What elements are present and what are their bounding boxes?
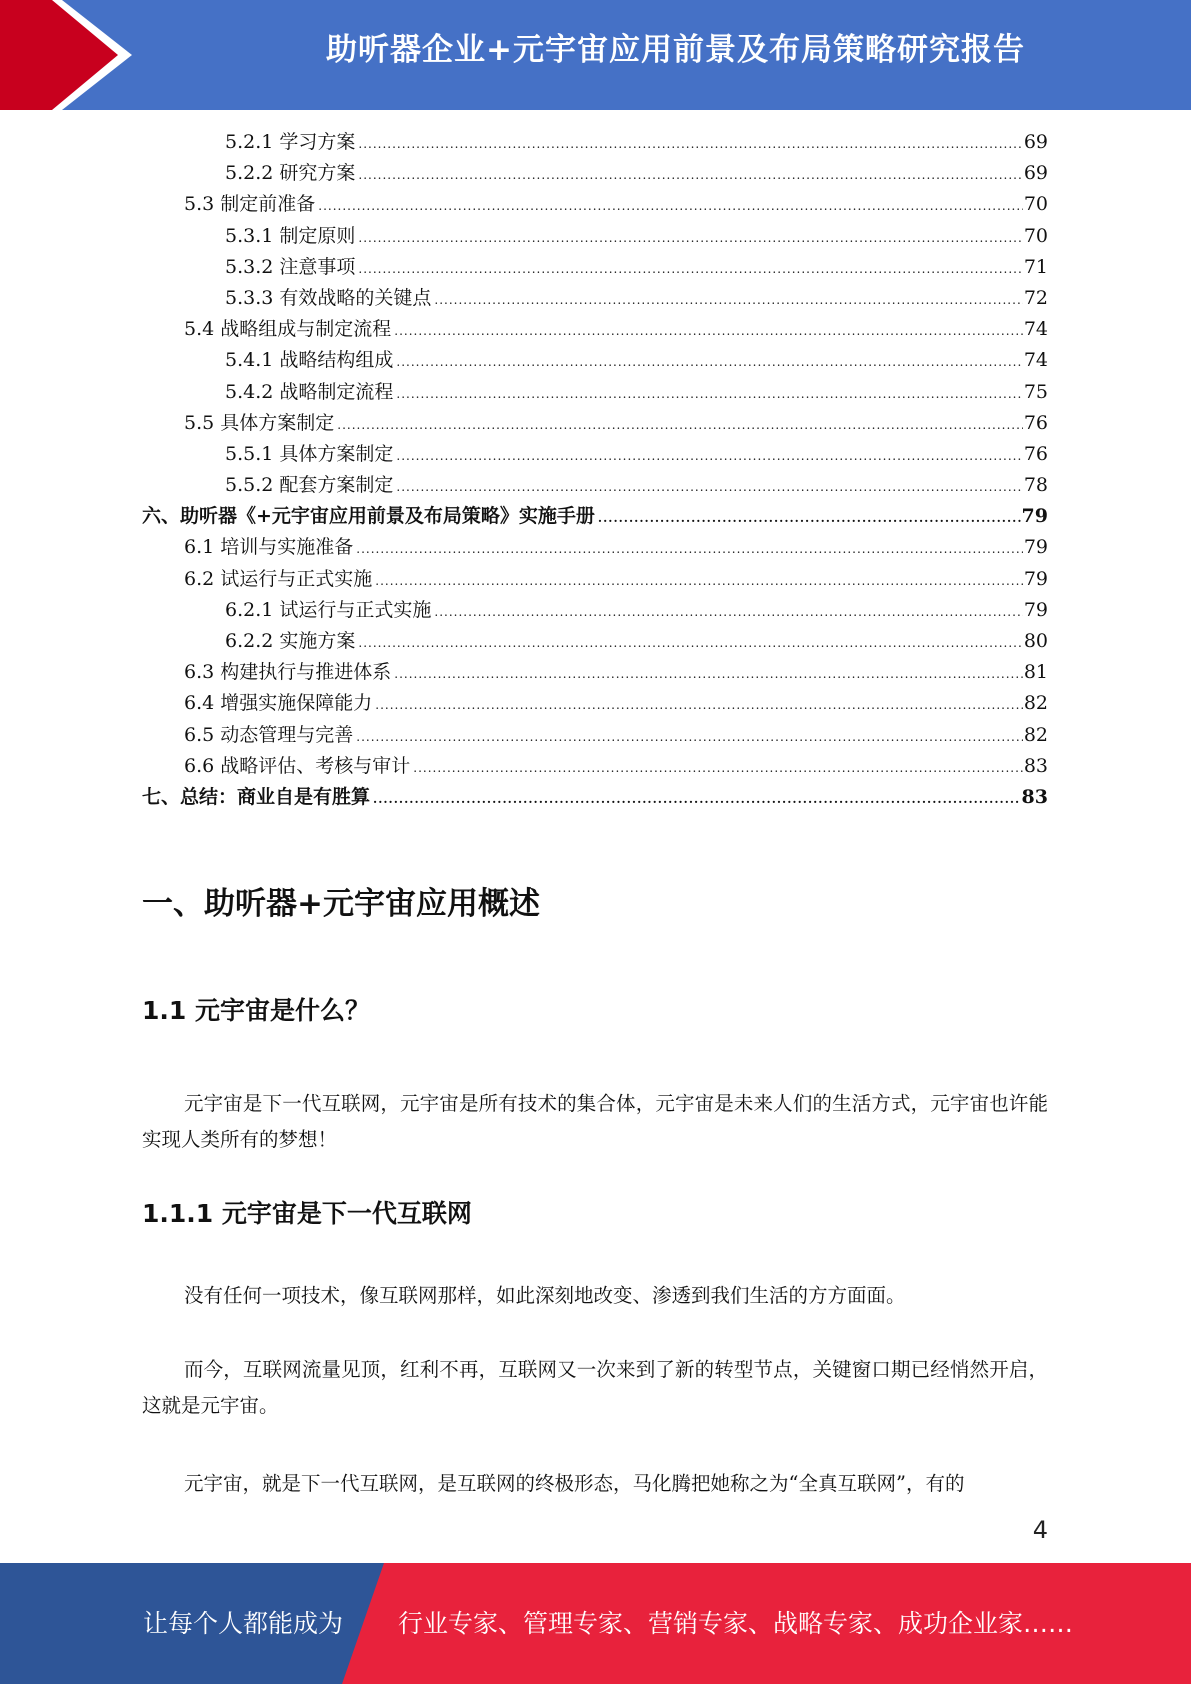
toc-dot-leader xyxy=(358,223,1022,254)
toc-entry-title: 5.4.2 战略制定流程 xyxy=(225,380,394,403)
toc-dot-leader xyxy=(358,160,1022,191)
toc-dot-leader xyxy=(375,690,1023,721)
toc-dot-leader xyxy=(358,129,1022,160)
toc-page-number: 79 xyxy=(1023,567,1048,590)
toc-page-number: 72 xyxy=(1023,286,1048,309)
toc-dot-leader xyxy=(318,191,1023,222)
toc-dot-leader xyxy=(396,441,1022,472)
toc-dot-leader xyxy=(394,316,1023,347)
toc-dot-leader xyxy=(394,659,1023,690)
footer-slogan-left: 让每个人都能成为 xyxy=(143,1609,344,1638)
toc-entry[interactable] xyxy=(142,439,1048,470)
toc-entry-title: 6.3 构建执行与推进体系 xyxy=(184,661,392,684)
toc-entry[interactable] xyxy=(142,283,1048,314)
toc-entry-title: 5.3 制定前准备 xyxy=(184,193,316,216)
toc-entry-title: 5.3.3 有效战略的关键点 xyxy=(225,286,432,309)
toc-page-number: 82 xyxy=(1023,723,1048,746)
toc-entry-title: 5.2.2 研究方案 xyxy=(225,162,356,185)
toc-entry[interactable] xyxy=(142,221,1048,252)
toc-entry[interactable] xyxy=(142,158,1048,189)
toc-entry[interactable] xyxy=(142,470,1048,501)
toc-page-number: 79 xyxy=(1023,598,1048,621)
toc-entry[interactable] xyxy=(142,626,1048,657)
body-paragraph: 元宇宙是下一代互联网，元宇宙是所有技术的集合体，元宇宙是未来人们的生活方式，元宇宙也许能实现人类所有的梦想！ xyxy=(142,1092,1048,1151)
toc-dot-leader xyxy=(358,628,1022,659)
toc-entry-title: 5.4 战略组成与制定流程 xyxy=(184,318,392,341)
header-arrow-decoration xyxy=(0,0,150,110)
toc-entry-title: 6.4 增强实施保障能力 xyxy=(184,692,373,715)
footer-slogan-right: 行业专家、管理专家、营销专家、战略专家、成功企业家…… xyxy=(398,1609,1074,1638)
toc-page-number: 78 xyxy=(1023,474,1048,497)
toc-entry-title: 6.5 动态管理与完善 xyxy=(184,723,354,746)
toc-dot-leader xyxy=(356,722,1023,753)
toc-entry-title: 5.5 具体方案制定 xyxy=(184,411,335,434)
subsection-heading: 1.1.1 元宇宙是下一代互联网 xyxy=(142,1199,472,1228)
toc-entry[interactable] xyxy=(142,345,1048,376)
page-number: 4 xyxy=(1032,1516,1048,1544)
toc-dot-leader xyxy=(375,566,1023,597)
table-of-contents xyxy=(142,127,1048,813)
toc-dot-leader xyxy=(396,472,1022,503)
toc-entry[interactable] xyxy=(142,751,1048,782)
toc-entry-title: 6.2 试运行与正式实施 xyxy=(184,567,373,590)
toc-entry-title: 6.6 战略评估、考核与审计 xyxy=(184,754,411,777)
section-heading: 1.1 元宇宙是什么？ xyxy=(142,996,370,1025)
toc-page-number: 70 xyxy=(1023,193,1048,216)
toc-page-number: 71 xyxy=(1023,255,1048,278)
toc-entry[interactable] xyxy=(142,501,1048,532)
toc-dot-leader xyxy=(396,347,1022,378)
toc-entry-title: 5.5.2 配套方案制定 xyxy=(225,474,394,497)
toc-page-number: 83 xyxy=(1023,754,1048,777)
toc-dot-leader xyxy=(396,379,1022,410)
toc-entry-title: 6.2.2 实施方案 xyxy=(225,630,356,652)
toc-entry[interactable] xyxy=(142,720,1048,751)
toc-dot-leader xyxy=(337,410,1023,441)
body-paragraph: 元宇宙，就是下一代互联网，是互联网的终极形态，马化腾把她称之为“全真互联网”，有的 xyxy=(184,1472,965,1495)
toc-page-number: 70 xyxy=(1023,224,1048,247)
toc-dot-leader xyxy=(356,534,1023,565)
toc-entry-title: 6.2.1 试运行与正式实施 xyxy=(225,598,432,621)
toc-entry-title: 5.4.1 战略结构组成 xyxy=(225,349,394,372)
toc-page-number: 79 xyxy=(1021,505,1048,528)
toc-dot-leader xyxy=(434,285,1022,316)
toc-dot-leader xyxy=(413,753,1023,784)
toc-entry-title: 5.2.1 学习方案 xyxy=(225,131,356,153)
toc-page-number: 69 xyxy=(1023,131,1048,153)
toc-page-number: 74 xyxy=(1023,349,1048,372)
toc-entry-title: 5.5.1 具体方案制定 xyxy=(225,442,394,465)
toc-entry-title: 5.3.1 制定原则 xyxy=(225,224,356,247)
toc-page-number: 74 xyxy=(1023,318,1048,341)
page-header-banner xyxy=(0,0,1191,110)
toc-entry-title: 6.1 培训与实施准备 xyxy=(184,536,354,559)
toc-entry[interactable] xyxy=(142,408,1048,439)
toc-entry-title: 5.3.2 注意事项 xyxy=(225,255,356,278)
toc-dot-leader xyxy=(373,784,1021,815)
body-paragraph: 而今，互联网流量见顶，红利不再，互联网又一次来到了新的转型节点，关键窗口期已经悄然开启，这就是元宇宙。 xyxy=(142,1358,1048,1417)
toc-entry[interactable] xyxy=(142,189,1048,220)
toc-page-number: 82 xyxy=(1023,692,1048,715)
toc-dot-leader xyxy=(358,254,1022,285)
toc-entry[interactable] xyxy=(142,657,1048,688)
toc-page-number: 83 xyxy=(1021,785,1048,808)
chapter-heading: 一、助听器+元宇宙应用概述 xyxy=(142,886,540,922)
toc-page-number: 69 xyxy=(1023,162,1048,185)
toc-entry[interactable] xyxy=(142,314,1048,345)
toc-page-number: 76 xyxy=(1023,442,1048,465)
toc-entry[interactable] xyxy=(142,532,1048,563)
toc-dot-leader xyxy=(598,503,1021,534)
toc-entry[interactable] xyxy=(142,377,1048,408)
toc-entry-title: 七、总结：商业自是有胜算 xyxy=(142,785,371,808)
page-footer-banner xyxy=(0,1563,1191,1684)
report-title: 助听器企业+元宇宙应用前景及布局策略研究报告 xyxy=(326,32,1025,68)
toc-entry-title: 六、助听器《+元宇宙应用前景及布局策略》实施手册 xyxy=(142,505,595,528)
toc-page-number: 76 xyxy=(1023,411,1048,434)
toc-entry[interactable] xyxy=(142,782,1048,813)
toc-page-number: 75 xyxy=(1023,380,1048,403)
toc-page-number: 80 xyxy=(1023,630,1048,652)
toc-entry[interactable] xyxy=(142,688,1048,719)
toc-page-number: 81 xyxy=(1023,661,1048,684)
body-paragraph: 没有任何一项技术，像互联网那样，如此深刻地改变、渗透到我们生活的方方面面。 xyxy=(184,1284,906,1307)
toc-entry[interactable] xyxy=(142,127,1048,158)
toc-entry[interactable] xyxy=(142,564,1048,595)
toc-page-number: 79 xyxy=(1023,536,1048,559)
toc-entry[interactable] xyxy=(142,252,1048,283)
toc-entry[interactable] xyxy=(142,595,1048,626)
toc-dot-leader xyxy=(434,597,1022,628)
